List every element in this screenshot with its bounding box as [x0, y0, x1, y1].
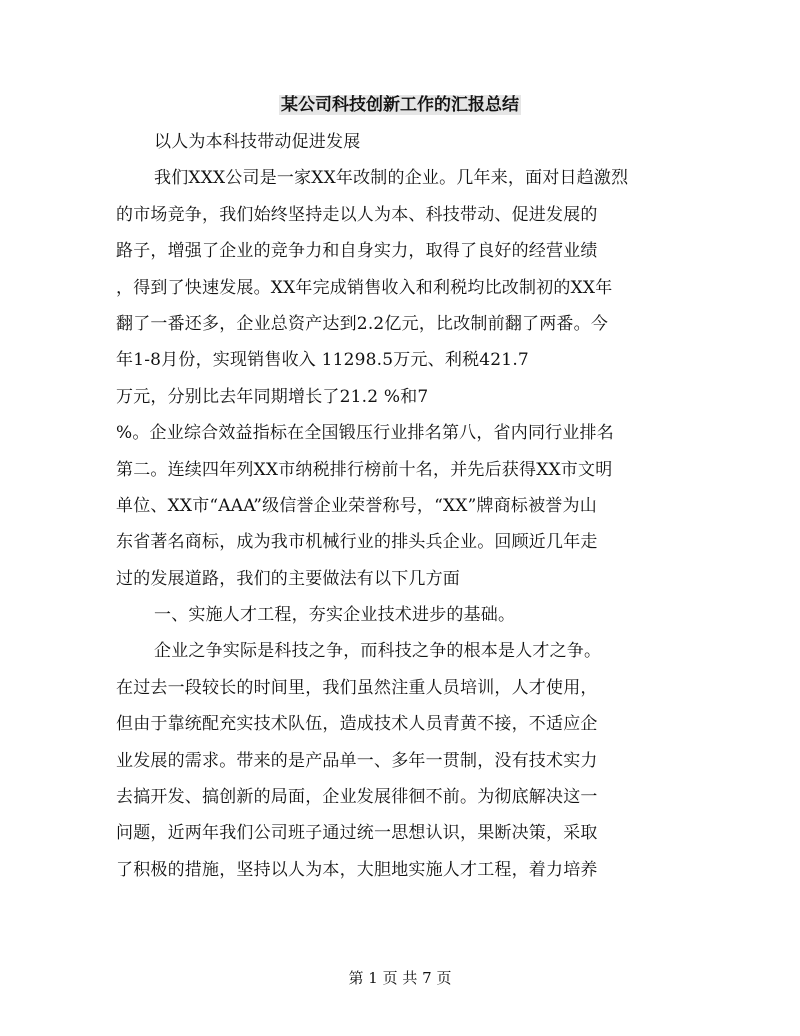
body-line: %。企业综合效益指标在全国锻压行业排名第八，省内同行业排名: [116, 423, 614, 444]
body-line: 单位、XX市“AAA”级信誉企业荣誉称号，“XX”牌商标被誉为山: [116, 495, 597, 516]
page-number-label: 第 1 页 共 7 页: [348, 969, 452, 987]
body-line: 第二。连续四年列XX市纳税排行榜前十名，并先后获得XX市文明: [116, 459, 613, 480]
body-line: 业发展的需求。带来的是产品单一、多年一贯制，没有技术实力: [116, 750, 598, 771]
body-line: 在过去一段较长的时间里，我们虽然注重人员培训，人才使用，: [116, 677, 598, 698]
body-line: 去搞开发、搞创新的局面，企业发展徘徊不前。为彻底解决这一: [116, 787, 598, 808]
body-line: 一、实施人才工程，夯实企业技术进步的基础。: [154, 605, 516, 626]
body-line: 问题，近两年我们公司班子通过统一思想认识，果断决策，采取: [116, 823, 598, 844]
body-line: 以人为本科技带动促进发展: [154, 132, 361, 152]
body-line: 但由于靠统配充实技术队伍，造成技术人员青黄不接，不适应企: [116, 714, 598, 735]
body-line: 的市场竞争，我们始终坚持走以人为本、科技带动、促进发展的: [116, 204, 598, 225]
body-line: 了积极的措施，坚持以人为本，大胆地实施人才工程，着力培养: [116, 859, 598, 880]
body-line: 企业之争实际是科技之争，而科技之争的根本是人才之争。: [154, 641, 602, 662]
body-line: 路子，增强了企业的竞争力和自身实力，取得了良好的经营业绩: [116, 241, 598, 262]
document-body: [116, 124, 676, 888]
body-line: 过的发展道路，我们的主要做法有以下几方面: [116, 568, 460, 589]
page-footer: [0, 968, 800, 988]
document-title: [0, 92, 800, 118]
body-line: 东省著名商标，成为我市机械行业的排头兵企业。回顾近几年走: [116, 532, 598, 553]
body-line: 我们XXX公司是一家XX年改制的企业。几年来，面对日趋激烈: [154, 168, 629, 189]
body-line: 翻了一番还多，企业总资产达到2.2亿元，比改制前翻了两番。今: [116, 313, 609, 334]
body-line: 年1-8月份，实现销售收入 11298.5万元、利税421.7: [116, 350, 529, 371]
body-line: 万元，分别比去年同期增长了21.2 %和7: [116, 386, 429, 407]
document-title-text: 某公司科技创新工作的汇报总结: [281, 95, 519, 115]
body-line: ，得到了快速发展。XX年完成销售收入和利税均比改制初的XX年: [116, 277, 613, 298]
